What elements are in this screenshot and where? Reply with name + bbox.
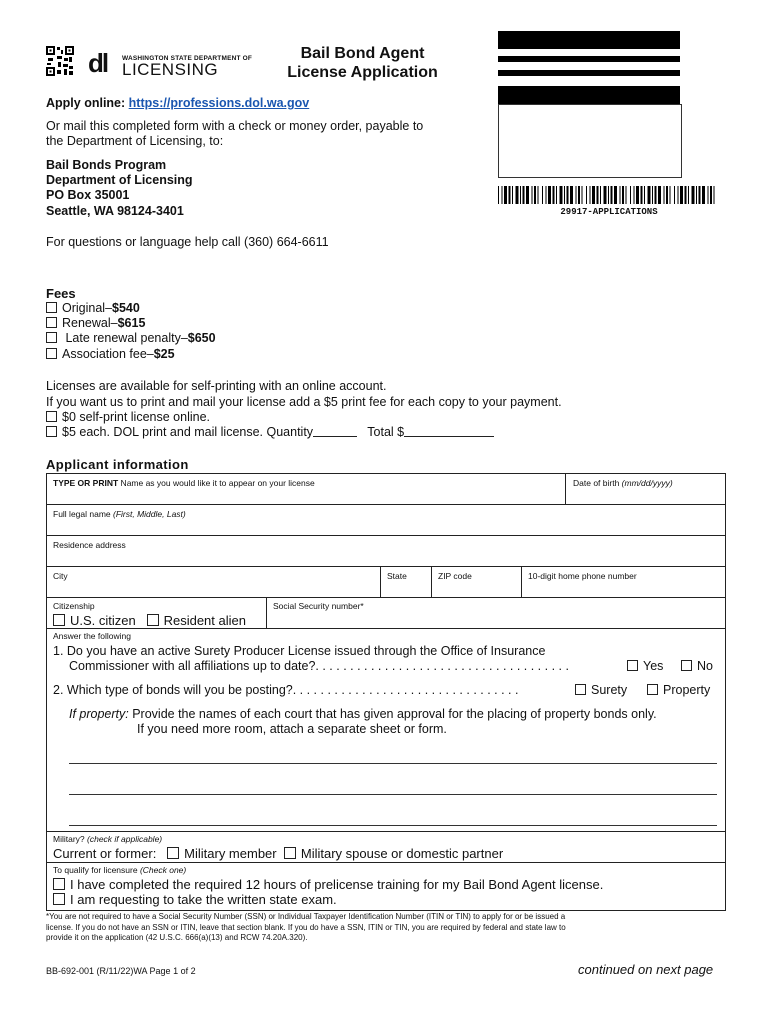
address-line: Seattle, WA 98124-3401: [46, 204, 184, 218]
q1-yes-option[interactable]: [627, 659, 663, 674]
q1-no-option[interactable]: [681, 659, 713, 674]
checkbox[interactable]: [46, 411, 57, 422]
checkbox[interactable]: [46, 332, 57, 343]
footnote-line: provide it on the application (42 U.S.C. 666(a)(13) and RCW 74.20A.320).: [46, 933, 308, 942]
divider: [47, 566, 725, 567]
option-label: Surety: [591, 683, 628, 697]
zip-label: ZIP code: [438, 571, 472, 581]
citizenship-label: Citizenship: [53, 601, 95, 611]
questions-phone: For questions or language help call (360) 664-6611: [46, 235, 329, 249]
office-use-bar: [498, 70, 680, 76]
checkbox[interactable]: [647, 684, 658, 695]
apply-online-link[interactable]: https://professions.dol.wa.gov: [128, 96, 310, 110]
divider: [47, 831, 725, 832]
divider: [47, 535, 725, 536]
applicant-heading: Applicant information: [46, 457, 189, 472]
court-name-line[interactable]: [69, 825, 717, 826]
divider: [266, 597, 267, 628]
print-info-line1: Licenses are available for self-printing with an online account.: [46, 379, 387, 393]
office-use-bar: [498, 31, 680, 49]
qualify-text: To qualify for licensure: [53, 865, 140, 875]
qualify-label: [53, 865, 186, 875]
military-hint: (check if applicable): [87, 834, 163, 844]
form-title-line2: License Application: [287, 64, 438, 81]
name-label: Name as you would like it to appear on your license: [118, 478, 315, 488]
address-line: Bail Bonds Program: [46, 158, 167, 172]
court-name-line[interactable]: [69, 794, 717, 795]
checkbox[interactable]: [53, 878, 65, 890]
mail-instructions-line1: Or mail this completed form with a check or money order, payable to: [46, 119, 424, 133]
full-name-text: Full legal name: [53, 509, 114, 519]
option-label: Military member: [184, 846, 277, 861]
fee-label: Original–: [62, 301, 113, 315]
state-label: State: [387, 571, 407, 581]
office-use-box: [498, 104, 682, 178]
mail-print-option[interactable]: [46, 425, 494, 440]
q2-property-option[interactable]: [647, 683, 710, 698]
continued-label: continued on next page: [578, 962, 714, 977]
address-line: PO Box 35001: [46, 188, 130, 202]
phone-label: 10-digit home phone number: [528, 571, 637, 581]
us-citizen-option[interactable]: [53, 613, 136, 628]
residence-label: Residence address: [53, 540, 126, 550]
checkbox[interactable]: [627, 660, 638, 671]
divider: [47, 597, 725, 598]
citizenship-options: [53, 613, 246, 628]
fee-label: Association fee–: [62, 347, 154, 361]
apply-online: [46, 96, 309, 111]
answer-following-label: Answer the following: [53, 631, 131, 641]
fee-amount: $540: [112, 301, 140, 315]
fees-heading: Fees: [46, 286, 76, 301]
form-id: BB-692-001 (R/11/22)WA Page 1 of 2: [46, 966, 196, 976]
checkbox[interactable]: [284, 847, 296, 859]
logo-title: LICENSING: [122, 60, 219, 79]
city-label: City: [53, 571, 68, 581]
dob-hint: (mm/dd/yyyy): [621, 478, 673, 488]
office-use-bar: [498, 86, 680, 104]
if-property-label: If property:: [69, 707, 129, 721]
address-line: Department of Licensing: [46, 173, 193, 187]
logo-subtitle: WASHINGTON STATE DEPARTMENT OF: [122, 55, 253, 62]
military-label: [53, 834, 162, 844]
question-2: 2. Which type of bonds will you be posting?. . . . . . . . . . . . . . . . . . . . . . . . . . . . . . . . .: [53, 683, 519, 697]
barcode-icon: [498, 186, 720, 204]
applicant-form: [46, 473, 726, 911]
resident-alien-option[interactable]: [147, 613, 246, 628]
military-text: Military?: [53, 834, 88, 844]
fee-association[interactable]: [46, 347, 175, 362]
option-label: $0 self-print license online.: [62, 410, 210, 424]
ssn-label: Social Security number*: [273, 601, 364, 611]
apply-online-label: Apply online:: [46, 96, 126, 110]
checkbox[interactable]: [575, 684, 586, 695]
if-property-line2: If you need more room, attach a separate sheet or form.: [137, 722, 447, 736]
fee-original[interactable]: [46, 301, 140, 316]
qualify-hint: (Check one): [139, 865, 187, 875]
dob-label: [573, 478, 673, 488]
checkbox[interactable]: [46, 426, 57, 437]
office-use-bar: [498, 56, 680, 62]
dol-logo-icon: dl: [88, 48, 108, 78]
print-info-line2: If you want us to print and mail your license add a $5 print fee for each copy to your payment.: [46, 395, 562, 409]
fee-amount: $650: [187, 331, 216, 345]
question-1-line2: Commissioner with all affiliations up to date?. . . . . . . . . . . . . . . . . . . . . . . . . . . . . . . . . . . . .: [69, 659, 569, 673]
divider: [380, 566, 381, 597]
option-label: Property: [663, 683, 711, 697]
checkbox[interactable]: [46, 302, 57, 313]
divider: [565, 474, 566, 504]
fee-amount: $25: [153, 347, 175, 361]
checkbox[interactable]: [147, 614, 159, 626]
military-member-option[interactable]: [167, 846, 276, 861]
option-label: U.S. citizen: [70, 613, 136, 628]
mail-instructions-line2: the Department of Licensing, to:: [46, 134, 224, 148]
option-label: Resident alien: [163, 613, 246, 628]
type-or-print: TYPE OR PRINT: [53, 478, 119, 488]
q2-surety-option[interactable]: [575, 683, 627, 698]
option-label: I am requesting to take the written state exam.: [70, 892, 337, 907]
fee-label: Renewal–: [62, 316, 118, 330]
if-property-line1: [69, 707, 657, 722]
ssn-footnote: [46, 912, 736, 944]
total-label: Total $: [367, 425, 405, 439]
qr-code-icon: [46, 46, 74, 76]
divider: [47, 504, 725, 505]
question-1-line1: 1. Do you have an active Surety Producer License issued through the Office of Insurance: [53, 644, 546, 658]
checkbox[interactable]: [681, 660, 692, 671]
divider: [47, 862, 725, 863]
option-label: I have completed the required 12 hours of prelicense training for my Bail Bond Agent license.: [70, 877, 604, 892]
qualify-training-option[interactable]: [53, 877, 603, 892]
checkbox[interactable]: [46, 317, 57, 328]
military-spouse-option[interactable]: [284, 846, 503, 861]
military-options: [53, 846, 503, 861]
self-print-option[interactable]: [46, 410, 210, 425]
current-former-label: Current or former:: [53, 846, 157, 861]
option-label: Yes: [643, 659, 664, 673]
checkbox[interactable]: [53, 614, 65, 626]
checkbox[interactable]: [53, 893, 65, 905]
option-label: $5 each. DOL print and mail license. Quantity: [62, 425, 314, 439]
option-label: No: [697, 659, 713, 673]
fee-renewal[interactable]: [46, 316, 145, 331]
total-field[interactable]: [404, 436, 494, 437]
divider: [431, 566, 432, 597]
qualify-exam-option[interactable]: [53, 892, 337, 907]
quantity-field[interactable]: [313, 436, 357, 437]
fee-label: Late renewal penalty–: [62, 331, 188, 345]
option-label: Military spouse or domestic partner: [300, 846, 504, 861]
form-title-line1: Bail Bond Agent: [300, 45, 425, 62]
fee-late-renewal[interactable]: [46, 331, 216, 346]
barcode-label: 29917-APPLICATIONS: [560, 207, 658, 217]
checkbox[interactable]: [167, 847, 179, 859]
full-name-hint: (First, Middle, Last): [113, 509, 186, 519]
full-name-label: [53, 509, 186, 519]
checkbox[interactable]: [46, 348, 57, 359]
footnote-line: license. If you do not have an SSN or ITIN, leave that section blank. If you do have a SSN, ITIN or TIN, you are required by federal and state law to: [46, 922, 566, 932]
fee-amount: $615: [117, 316, 146, 330]
if-property-text: Provide the names of each court that has given approval for the placing of property bonds only.: [128, 707, 657, 721]
dob-text: Date of birth: [573, 478, 622, 488]
divider: [521, 566, 522, 597]
form-title: [265, 44, 460, 82]
court-name-line[interactable]: [69, 763, 717, 764]
divider: [47, 628, 725, 629]
name-on-license-label: [53, 478, 315, 488]
footnote-line: *You are not required to have a Social Security Number (SSN) or Individual Taxpayer Identification Number (ITIN or TIN) to apply for or be issued a: [46, 912, 566, 921]
